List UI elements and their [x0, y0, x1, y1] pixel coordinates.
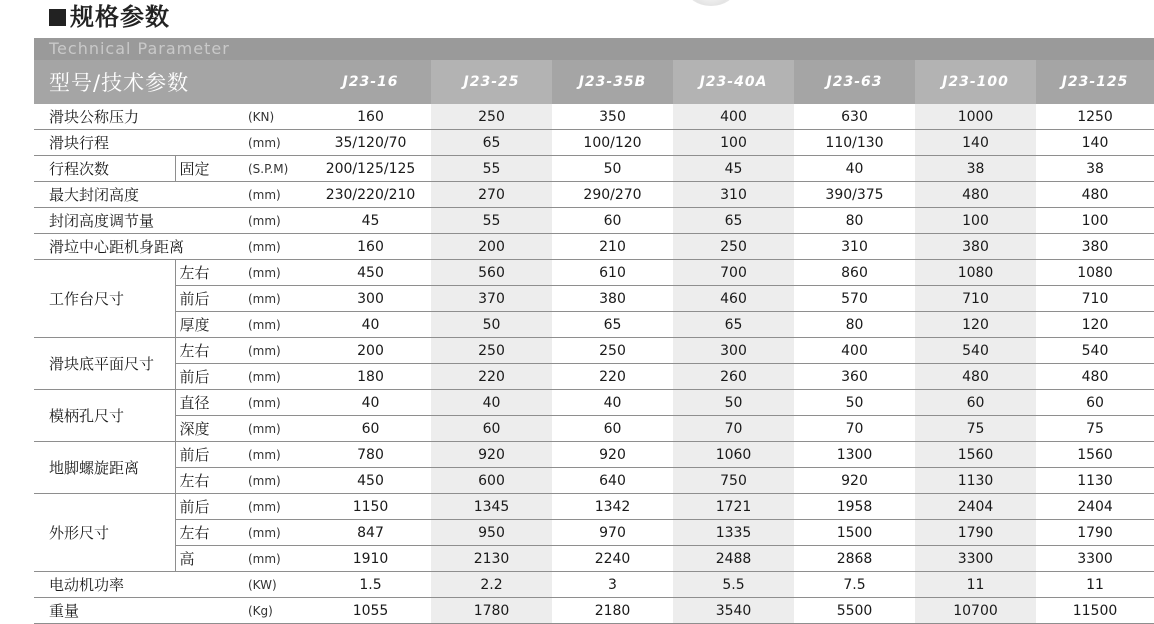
param-unit: (mm): [240, 390, 310, 416]
param-unit: (KW): [240, 572, 310, 598]
table-row: [34, 286, 1154, 312]
param-value: 860: [794, 260, 915, 286]
subtitle-bar: [34, 38, 1154, 60]
param-value: 300: [310, 286, 431, 312]
param-value: 210: [552, 234, 673, 260]
param-subname: 左右: [175, 468, 240, 494]
param-value: 65: [552, 312, 673, 338]
param-value: 5.5: [673, 572, 794, 598]
param-unit: (mm): [240, 312, 310, 338]
param-value: 1500: [794, 520, 915, 546]
param-value: 140: [915, 130, 1036, 156]
param-unit: (mm): [240, 546, 310, 572]
param-value: 570: [794, 286, 915, 312]
param-unit: (mm): [240, 260, 310, 286]
param-value: 2404: [1036, 494, 1154, 520]
table-row: [34, 416, 1154, 442]
model-header: J23-25: [431, 60, 552, 104]
param-value: 847: [310, 520, 431, 546]
param-value: 250: [673, 234, 794, 260]
param-value: 310: [794, 234, 915, 260]
param-subname: 深度: [175, 416, 240, 442]
page-title-text: 规格参数: [70, 3, 170, 31]
param-value: 200: [310, 338, 431, 364]
table-row: [34, 364, 1154, 390]
param-value: 1342: [552, 494, 673, 520]
param-value: 80: [794, 208, 915, 234]
param-value: 120: [915, 312, 1036, 338]
param-value: 540: [1036, 338, 1154, 364]
param-subname: 前后: [175, 494, 240, 520]
page-title: [49, 0, 170, 34]
param-value: 100: [673, 130, 794, 156]
param-value: 250: [431, 338, 552, 364]
param-value: 540: [915, 338, 1036, 364]
param-value: 480: [1036, 364, 1154, 390]
model-header: J23-35B: [552, 60, 673, 104]
param-value: 3: [552, 572, 673, 598]
param-value: 100: [1036, 208, 1154, 234]
param-value: 160: [310, 234, 431, 260]
param-value: 2130: [431, 546, 552, 572]
param-value: 780: [310, 442, 431, 468]
param-value: 50: [673, 390, 794, 416]
table-row: [34, 130, 1154, 156]
table-row: [34, 572, 1154, 598]
param-value: 1560: [915, 442, 1036, 468]
table-row: [34, 520, 1154, 546]
param-unit: (mm): [240, 234, 310, 260]
param-name: 电动机功率: [34, 572, 240, 598]
param-value: 1.5: [310, 572, 431, 598]
param-value: 1080: [915, 260, 1036, 286]
param-value: 11500: [1036, 598, 1154, 624]
param-value: 400: [794, 338, 915, 364]
param-value: 40: [794, 156, 915, 182]
model-header: J23-125: [1036, 60, 1154, 104]
param-value: 1910: [310, 546, 431, 572]
param-value: 65: [673, 312, 794, 338]
param-subname: 左右: [175, 338, 240, 364]
param-value: 380: [915, 234, 1036, 260]
param-value: 350: [552, 104, 673, 130]
param-value: 60: [310, 416, 431, 442]
param-value: 3300: [915, 546, 1036, 572]
param-value: 3300: [1036, 546, 1154, 572]
param-name: 滑垃中心距机身距离: [34, 234, 240, 260]
param-value: 270: [431, 182, 552, 208]
param-value: 200: [431, 234, 552, 260]
param-subname: 前后: [175, 364, 240, 390]
param-value: 2.2: [431, 572, 552, 598]
param-value: 200/125/125: [310, 156, 431, 182]
param-value: 750: [673, 468, 794, 494]
param-value: 120: [1036, 312, 1154, 338]
param-name: 最大封闭高度: [34, 182, 240, 208]
param-value: 45: [673, 156, 794, 182]
table-header-row: [34, 60, 1154, 104]
param-value: 1790: [1036, 520, 1154, 546]
param-value: 1000: [915, 104, 1036, 130]
table-row: [34, 494, 1154, 520]
param-value: 560: [431, 260, 552, 286]
param-value: 50: [552, 156, 673, 182]
param-value: 250: [552, 338, 673, 364]
param-value: 480: [1036, 182, 1154, 208]
param-value: 70: [794, 416, 915, 442]
param-value: 1300: [794, 442, 915, 468]
param-value: 1055: [310, 598, 431, 624]
param-value: 1721: [673, 494, 794, 520]
param-value: 710: [915, 286, 1036, 312]
table-row: [34, 104, 1154, 130]
table-row: [34, 208, 1154, 234]
table-row: [34, 598, 1154, 624]
param-value: 1958: [794, 494, 915, 520]
header-label: 型号/技术参数: [34, 60, 310, 104]
param-value: 1150: [310, 494, 431, 520]
param-value: 70: [673, 416, 794, 442]
param-value: 1560: [1036, 442, 1154, 468]
param-value: 80: [794, 312, 915, 338]
table-row: [34, 390, 1154, 416]
param-value: 480: [915, 364, 1036, 390]
param-value: 60: [431, 416, 552, 442]
param-value: 10700: [915, 598, 1036, 624]
param-unit: (KN): [240, 104, 310, 130]
param-value: 300: [673, 338, 794, 364]
param-unit: (mm): [240, 468, 310, 494]
param-name: 重量: [34, 598, 240, 624]
param-value: 60: [552, 208, 673, 234]
table-row: [34, 182, 1154, 208]
param-value: 220: [431, 364, 552, 390]
param-value: 100/120: [552, 130, 673, 156]
param-value: 110/130: [794, 130, 915, 156]
param-value: 390/375: [794, 182, 915, 208]
param-value: 710: [1036, 286, 1154, 312]
param-value: 40: [310, 312, 431, 338]
table-row: [34, 260, 1154, 286]
param-value: 5500: [794, 598, 915, 624]
param-value: 1130: [915, 468, 1036, 494]
param-value: 180: [310, 364, 431, 390]
param-value: 40: [552, 390, 673, 416]
param-subname: 左右: [175, 260, 240, 286]
model-header: J23-40A: [673, 60, 794, 104]
param-value: 60: [552, 416, 673, 442]
param-value: 920: [431, 442, 552, 468]
param-value: 40: [431, 390, 552, 416]
param-subname: 前后: [175, 286, 240, 312]
param-name: 工作台尺寸: [34, 260, 175, 338]
param-value: 2240: [552, 546, 673, 572]
decorative-disc: [686, 0, 736, 6]
param-value: 400: [673, 104, 794, 130]
param-value: 2488: [673, 546, 794, 572]
param-value: 1250: [1036, 104, 1154, 130]
param-value: 370: [431, 286, 552, 312]
param-value: 970: [552, 520, 673, 546]
param-value: 450: [310, 468, 431, 494]
model-header: J23-63: [794, 60, 915, 104]
param-value: 160: [310, 104, 431, 130]
param-value: 65: [431, 130, 552, 156]
param-value: 250: [431, 104, 552, 130]
param-value: 1780: [431, 598, 552, 624]
param-unit: (mm): [240, 494, 310, 520]
param-name: 行程次数: [34, 156, 175, 182]
param-value: 1080: [1036, 260, 1154, 286]
param-value: 50: [431, 312, 552, 338]
param-unit: (mm): [240, 520, 310, 546]
param-value: 380: [1036, 234, 1154, 260]
param-value: 65: [673, 208, 794, 234]
param-value: 38: [915, 156, 1036, 182]
param-unit: (mm): [240, 286, 310, 312]
param-name: 滑块公称压力: [34, 104, 240, 130]
param-value: 950: [431, 520, 552, 546]
table-row: [34, 442, 1154, 468]
param-value: 360: [794, 364, 915, 390]
param-name: 封闭高度调节量: [34, 208, 240, 234]
param-value: 260: [673, 364, 794, 390]
param-value: 140: [1036, 130, 1154, 156]
param-name: 模柄孔尺寸: [34, 390, 175, 442]
param-subname: 厚度: [175, 312, 240, 338]
param-name: 外形尺寸: [34, 494, 175, 572]
param-value: 35/120/70: [310, 130, 431, 156]
param-value: 2180: [552, 598, 673, 624]
param-value: 920: [552, 442, 673, 468]
param-name: 滑块行程: [34, 130, 240, 156]
param-value: 700: [673, 260, 794, 286]
param-value: 75: [1036, 416, 1154, 442]
param-unit: (mm): [240, 416, 310, 442]
param-unit: (mm): [240, 182, 310, 208]
param-name: 地脚螺旋距离: [34, 442, 175, 494]
subtitle-text: Technical Parameter: [49, 39, 230, 58]
param-value: 290/270: [552, 182, 673, 208]
param-unit: (mm): [240, 364, 310, 390]
param-subname: 高: [175, 546, 240, 572]
param-value: 640: [552, 468, 673, 494]
model-header: J23-16: [310, 60, 431, 104]
param-value: 60: [915, 390, 1036, 416]
param-unit: (mm): [240, 442, 310, 468]
model-header: J23-100: [915, 60, 1036, 104]
param-name: 滑块底平面尺寸: [34, 338, 175, 390]
param-unit: (mm): [240, 130, 310, 156]
param-subname: 左右: [175, 520, 240, 546]
param-value: 2404: [915, 494, 1036, 520]
param-value: 1130: [1036, 468, 1154, 494]
table-row: [34, 468, 1154, 494]
param-value: 230/220/210: [310, 182, 431, 208]
param-value: 50: [794, 390, 915, 416]
param-value: 1060: [673, 442, 794, 468]
param-unit: (mm): [240, 208, 310, 234]
param-value: 480: [915, 182, 1036, 208]
table-row: [34, 234, 1154, 260]
param-value: 1790: [915, 520, 1036, 546]
param-value: 920: [794, 468, 915, 494]
param-value: 630: [794, 104, 915, 130]
param-value: 460: [673, 286, 794, 312]
param-value: 60: [1036, 390, 1154, 416]
param-value: 450: [310, 260, 431, 286]
param-value: 11: [915, 572, 1036, 598]
table-row: [34, 546, 1154, 572]
param-value: 40: [310, 390, 431, 416]
param-value: 3540: [673, 598, 794, 624]
param-value: 2868: [794, 546, 915, 572]
param-value: 600: [431, 468, 552, 494]
param-value: 75: [915, 416, 1036, 442]
param-unit: (mm): [240, 338, 310, 364]
table-row: [34, 156, 1154, 182]
spec-table: [34, 60, 1154, 624]
table-row: [34, 338, 1154, 364]
param-value: 310: [673, 182, 794, 208]
param-value: 610: [552, 260, 673, 286]
param-value: 220: [552, 364, 673, 390]
param-unit: (S.P.M): [240, 156, 310, 182]
param-value: 55: [431, 208, 552, 234]
param-value: 1335: [673, 520, 794, 546]
param-value: 45: [310, 208, 431, 234]
param-value: 380: [552, 286, 673, 312]
param-value: 11: [1036, 572, 1154, 598]
param-subname: 直径: [175, 390, 240, 416]
param-value: 100: [915, 208, 1036, 234]
param-unit: (Kg): [240, 598, 310, 624]
table-row: [34, 312, 1154, 338]
param-value: 38: [1036, 156, 1154, 182]
param-subname: 前后: [175, 442, 240, 468]
param-value: 7.5: [794, 572, 915, 598]
param-value: 55: [431, 156, 552, 182]
param-value: 1345: [431, 494, 552, 520]
square-bullet-icon: [49, 9, 66, 26]
param-subname: 固定: [175, 156, 240, 182]
